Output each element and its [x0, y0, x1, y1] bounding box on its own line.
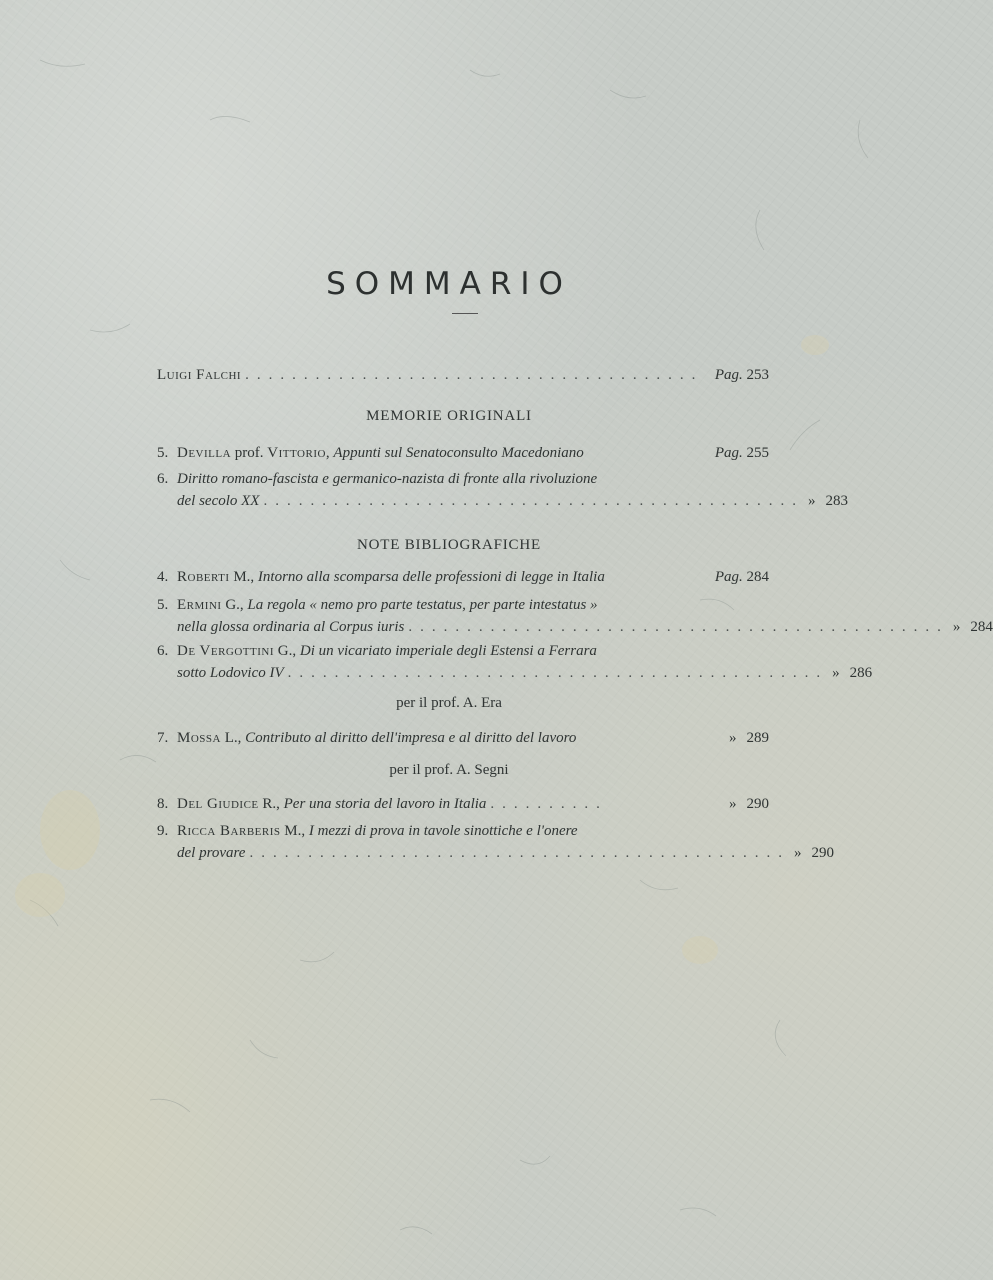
entry-title: La regola « nemo pro parte testatus, per parte intestatus »	[247, 597, 598, 613]
page-ref: » 284	[952, 619, 993, 635]
page-ref: » 283	[807, 493, 848, 509]
dedication-name: Luigi Falchi	[157, 367, 242, 383]
reviewer-era: per il prof. A. Era	[396, 695, 502, 711]
entry-author-first-name: Vittorio	[267, 445, 326, 461]
page-ref: Pag. 284	[714, 569, 769, 585]
entry-number: 4.	[157, 569, 169, 585]
toc-entry: 8. Del Giudice R., Per una storia del lavoro in Italia .......... » 290	[157, 793, 769, 815]
entry-author: Mossa	[177, 730, 221, 746]
entry-number: 9.	[157, 823, 169, 839]
section-heading-note: NOTE BIBLIOGRAFICHE	[357, 537, 541, 553]
reviewer-segni: per il prof. A. Segni	[389, 762, 509, 778]
entry-number: 7.	[157, 730, 169, 746]
section-heading-memorie: MEMORIE ORIGINALI	[366, 408, 532, 424]
entry-author: Ricca Barberis	[177, 823, 281, 839]
entry-title: Diritto romano-fascista e germanico-nazista di fronte alla rivoluzione	[177, 471, 598, 487]
entry-title: Per una storia del lavoro in Italia	[283, 796, 487, 812]
entry-author: Roberti	[177, 569, 230, 585]
toc-entry	[157, 468, 848, 512]
entry-title: Contributo al diritto dell'impresa e al diritto del lavoro	[245, 730, 577, 746]
entry-number: 8.	[157, 796, 169, 812]
entry-number: 6.	[157, 643, 169, 659]
entry-title: Appunti sul Senatoconsulto Macedoniano	[333, 445, 584, 461]
leader-dots: ..............................................	[249, 845, 790, 861]
entry-author: Del Giudice	[177, 796, 259, 812]
entry-title-cont: del secolo XX	[177, 493, 260, 509]
entry-title-cont: sotto Lodovico IV	[177, 665, 284, 681]
entry-author: Ermini	[177, 597, 222, 613]
entry-author: Devilla	[177, 445, 232, 461]
leader-dots: ..............................................	[287, 665, 829, 681]
entry-number: 6.	[157, 471, 169, 487]
page-ref: Pag. 253	[714, 367, 769, 383]
leader-dots: ..........	[490, 796, 608, 812]
toc-entry: 5. Devilla prof. Vittorio, Appunti sul Senatoconsulto Macedoniano Pag. 255	[157, 442, 769, 464]
entry-title-cont: del provare	[177, 845, 246, 861]
page-ref: » 286	[832, 665, 873, 681]
leader-dots: ..............................................	[408, 619, 949, 635]
entry-number: 5.	[157, 597, 169, 613]
entry-title: Di un vicariato imperiale degli Estensi a Ferrara	[299, 643, 597, 659]
leader-dots: ..............................................	[263, 493, 804, 509]
title-rule	[452, 313, 478, 314]
toc-entry: 6. De Vergottini G., Di un vicariato imperiale degli Estensi a Ferrara sotto Lodovico IV .............................................. » 286	[157, 640, 769, 684]
page-ref: Pag. 255	[714, 445, 769, 461]
toc-entry: 7. Mossa L., Contributo al diritto dell'impresa e al diritto del lavoro » 289	[157, 727, 769, 749]
dedication-entry	[157, 364, 769, 386]
leader-dots: .......................................	[245, 367, 704, 383]
entry-title: I mezzi di prova in tavole sinottiche e l'onere	[308, 823, 578, 839]
entry-title: Intorno alla scomparsa delle professioni di legge in Italia	[257, 569, 605, 585]
toc-entry: 5. Ermini G., La regola « nemo pro parte testatus, per parte intestatus » nella glossa ordinaria al Corpus iuris .............................................. » 284	[157, 594, 769, 638]
page-ref: » 290	[793, 845, 834, 861]
toc-entry: 9. Ricca Barberis M., I mezzi di prova in tavole sinottiche e l'onere del provare .............................................. » 290	[157, 820, 769, 864]
entry-title-cont: nella glossa ordinaria al Corpus iuris	[177, 619, 405, 635]
toc-entry: 4. Roberti M., Intorno alla scomparsa delle professioni di legge in Italia Pag. 284	[157, 566, 769, 588]
entry-author: De Vergottini	[177, 643, 275, 659]
page-ref: » 289	[729, 730, 769, 746]
page-title: SOMMARIO	[326, 266, 572, 302]
entry-number: 5.	[157, 445, 169, 461]
page-ref: » 290	[729, 796, 769, 812]
